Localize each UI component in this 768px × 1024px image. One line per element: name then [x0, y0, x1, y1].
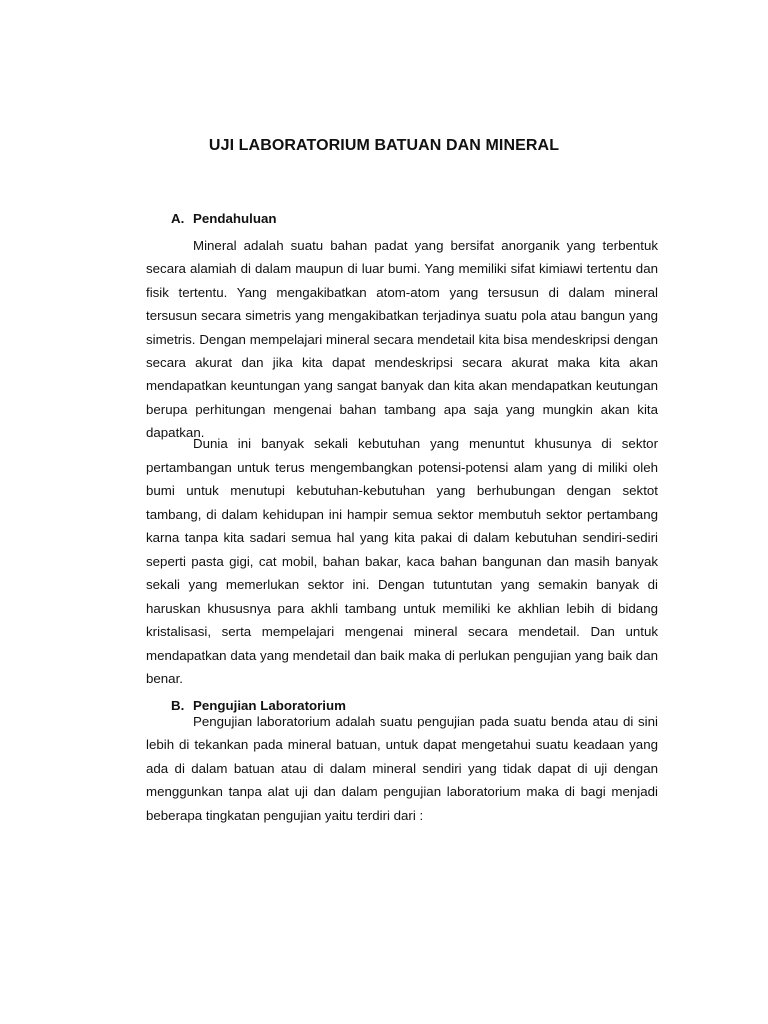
- section-b-paragraph-1-text: Pengujian laboratorium adalah suatu pengujian pada suatu benda atau di sini lebih di tekankan pada mineral batuan, untuk dapat mengetahui suatu keadaan yang ada di dalam batuan atau di dalam mineral sendiri yang tidak dapat di uji dengan menggunkan tanpa alat uji dan dalam pengujian laboratorium maka di bagi menjadi beberapa tingkatan pengujian yaitu terdiri dari :: [146, 714, 658, 823]
- section-a-paragraph-2-text: Dunia ini banyak sekali kebutuhan yang menuntut khusunya di sektor pertambangan untuk terus mengembangkan potensi-potensi alam yang di miliki oleh bumi untuk menutupi kebutuhan-kebutuhan yang berhubungan dengan sektot tambang, di dalam kehidupan ini hampir semua sektor membutuh sektor pertambang karna tanpa kita sadari semua hal yang kita pakai di dalam kebutuhan sendiri-sediri seperti pasta gigi, cat mobil, bahan bakar, kaca bahan bangunan dan masih banyak sekali yang memerlukan sektor ini. Dengan tutuntutan yang semakin banyak di haruskan khususnya para akhli tambang untuk memiliki ke akhlian lebih di bidang kristalisasi, serta mempelajari mengenai mineral secara mendetail. Dan untuk mendapatkan data yang mendetail dan baik maka di perlukan pengujian yang baik dan benar.: [146, 436, 658, 686]
- document-title: UJI LABORATORIUM BATUAN DAN MINERAL: [208, 137, 560, 154]
- section-a-paragraph-2: [146, 432, 658, 691]
- section-b-letter: B.: [171, 698, 185, 713]
- section-a-paragraph-1: [146, 234, 658, 445]
- section-a-title: Pendahuluan: [193, 211, 277, 226]
- section-a-heading: [171, 211, 276, 226]
- section-b-paragraph-1: [146, 710, 658, 827]
- section-b-title: Pengujian Laboratorium: [193, 698, 346, 713]
- section-a-paragraph-1-text: Mineral adalah suatu bahan padat yang bersifat anorganik yang terbentuk secara alamiah di dalam maupun di luar bumi. Yang memiliki sifat kimiawi tertentu dan fisik tertentu. Yang mengakibatkan atom-atom yang tersusun di dalam mineral tersusun secara simetris yang mengakibatkan terjadinya suatu pola atau bangun yang simetris. Dengan mempelajari mineral secara mendetail kita bisa mendeskripsi dengan secara akurat dan jika kita dapat mendeskripsi secara akurat maka kita akan mendapatkan keuntungan yang sangat banyak dan kita akan mendapatkan keutungan berupa perhitungan mengenai bahan tambang apa saja yang mungkin akan kita dapatkan.: [146, 238, 658, 441]
- section-a-letter: A.: [171, 211, 185, 226]
